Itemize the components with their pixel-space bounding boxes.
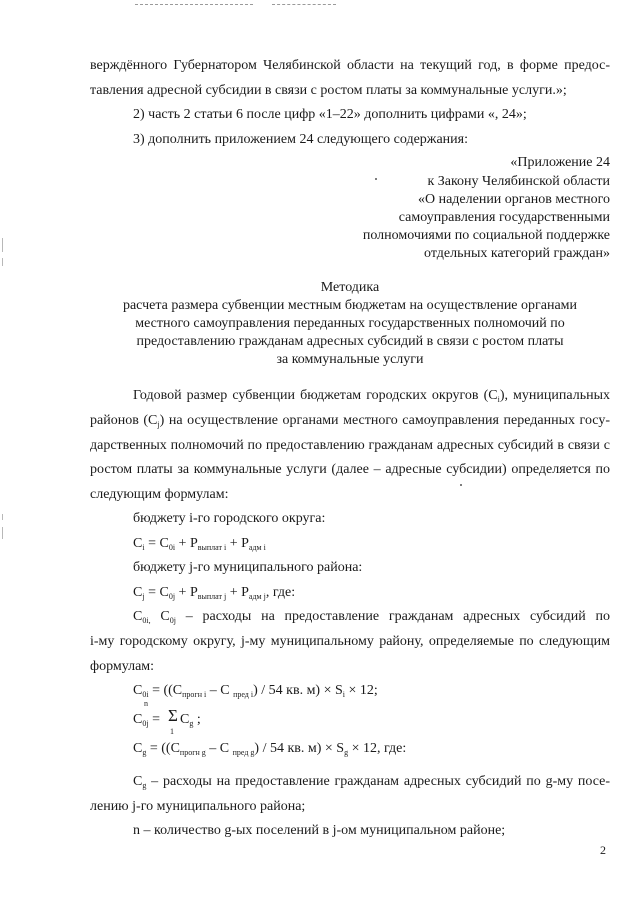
list-item-2: 2) часть 2 статьи 6 после цифр «1–22» дополнить цифрами «, 24»; <box>133 107 527 122</box>
formula-ci: $C_i = C_{0i} + P_{выплат i} + P_{адм i}$ <box>133 536 266 552</box>
cg-description-line-2: лению j-го муниципального района; <box>90 799 306 814</box>
list-item-3: 3) дополнить приложением 24 следующего содержания: <box>133 132 468 147</box>
intro-line-3: дарственных полномочий по предоставлению гражданам адресных субсидий в связи с <box>90 438 610 453</box>
formula-cj: $C_j = C_{0j} + P_{выплат j} + P_{адм j}$, где: <box>133 585 296 601</box>
c0-description-line-1: $C_{0i,}$ $C_{0j}$ – расходы на предоставление гражданам адресных субсидий по <box>133 609 610 625</box>
municipal-budget-label: бюджету j-го муниципального района: <box>133 560 363 575</box>
intro-line-2: районов $(C_j)$ на осуществление органами местного самоуправления переданных госу- <box>90 413 610 429</box>
methodology-title-line: местного самоуправления переданных государственных полномочий по <box>135 316 565 331</box>
methodology-title-line: Методика <box>320 280 380 295</box>
appendix-header-line: «О наделении органов местного <box>417 192 610 207</box>
n-description: n – количество g-ых поселений в j-ом муниципальном районе; <box>133 823 506 838</box>
intro-line-1: Годовой размер субвенции бюджетам городских округов $(C_i)$, муниципальных <box>133 388 610 404</box>
methodology-title-line: расчета размера субвенции местным бюджетам на осуществление органами <box>122 298 578 313</box>
c0-description-line-3: формулам: <box>90 659 155 674</box>
c0-description-line-2: i-му городскому округу, j-му муниципальному району, определяемые по следующим <box>90 634 610 649</box>
formula-cg: $C_g = ((C_{прогн g} - C$ $_{пред g}$) / 54 кв. $м) \times S_g \times 12$, где: <box>133 741 407 757</box>
appendix-header-line: самоуправления государственными <box>398 210 610 225</box>
continuation-line-2: тавления адресной субсидии в связи с ростом платы за коммунальные услуги.»; <box>90 83 567 98</box>
methodology-title-line: предоставлению гражданам адресных субсидий в связи с ростом платы <box>136 334 564 349</box>
appendix-header-line: к Закону Челябинской области <box>427 174 610 189</box>
intro-line-5: следующим формулам: <box>90 487 229 502</box>
formula-c0i: $C_{0i} = ((C_{прогн i} - C$ $_{пред i}$) / 54 кв. $м) \times S_i \times 12$; <box>133 683 378 699</box>
appendix-header-line: отдельных категорий граждан» <box>424 246 610 261</box>
methodology-title-line: за коммунальные услуги <box>276 352 424 367</box>
continuation-line-1: верждённого Губернатором Челябинской области на текущий год, в форме предос- <box>90 58 610 73</box>
intro-line-4: ростом платы за коммунальные услуги (далее – адресные субсидии) определяется по <box>90 462 610 477</box>
appendix-header-line: «Приложение 24 <box>510 155 610 170</box>
cg-description-line-1: $C_g$ – расходы на предоставление гражданам адресных субсидий по g-му посе- <box>133 774 611 790</box>
page-number: 2 <box>600 843 606 857</box>
city-budget-label: бюджету i-го городского округа: <box>133 511 326 526</box>
appendix-header-line: полномочиями по социальной поддержке <box>362 228 610 243</box>
